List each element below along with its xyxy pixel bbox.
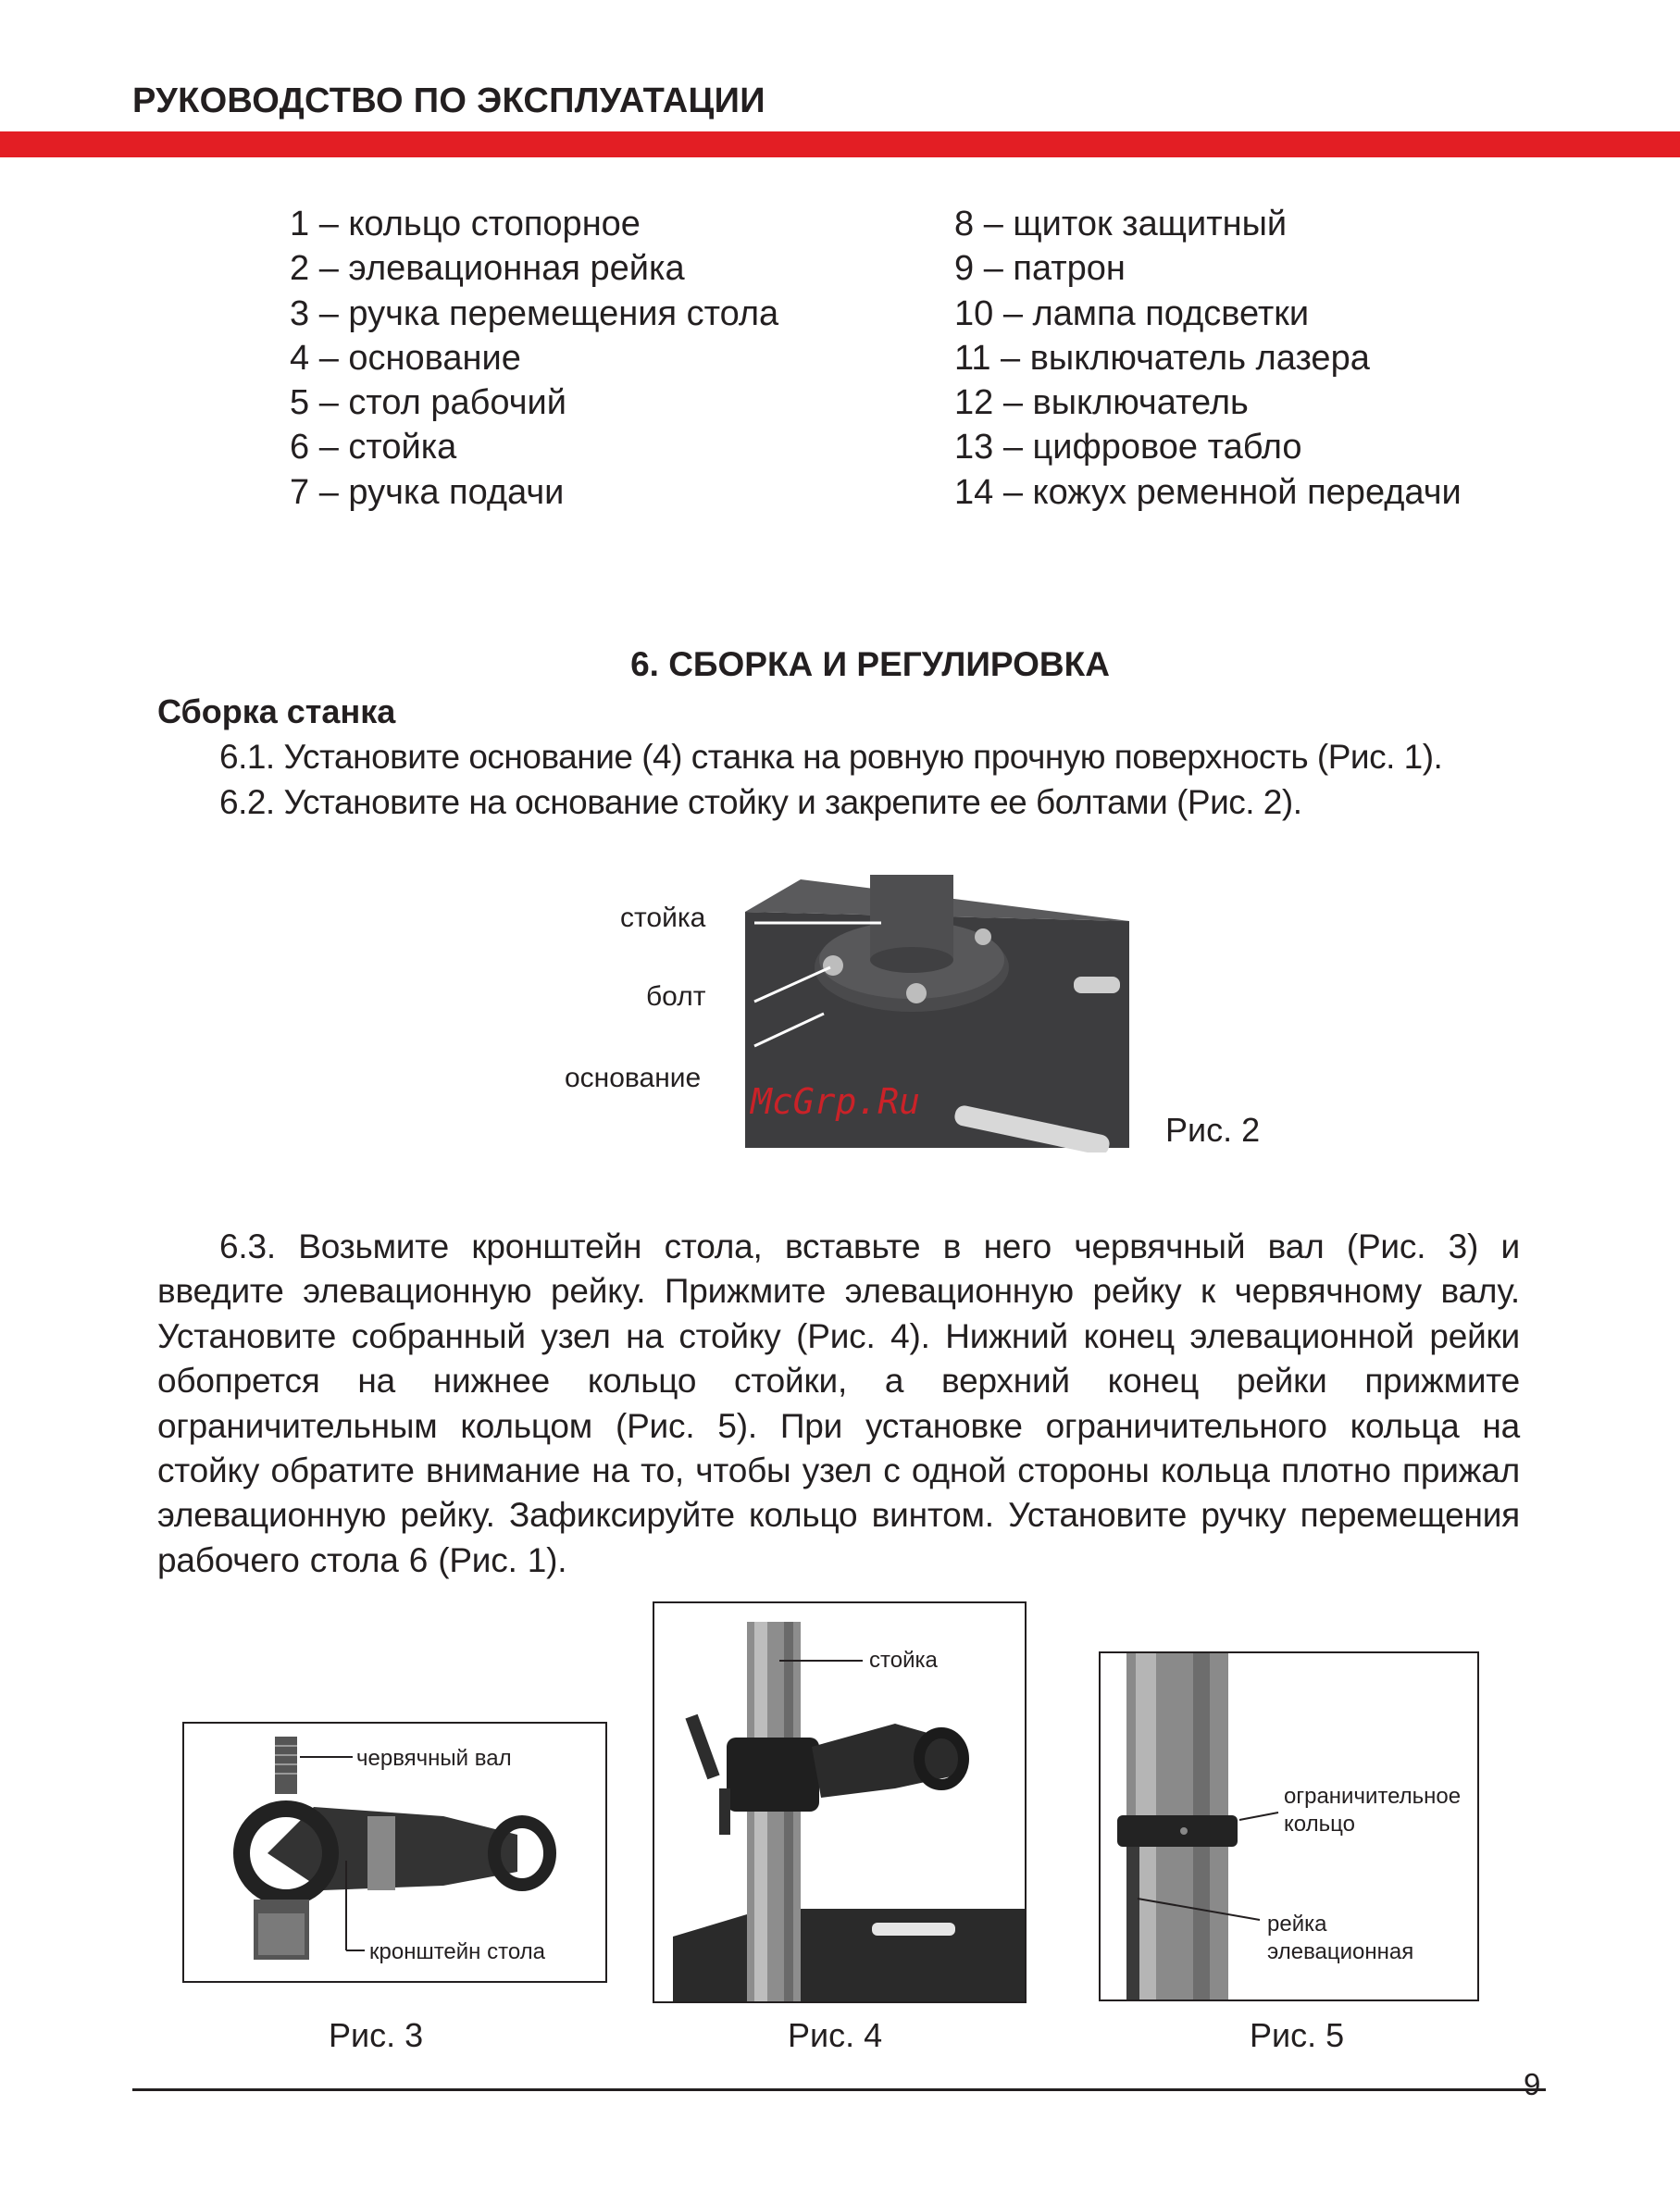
figure-4-caption: Рис. 4 — [788, 2016, 883, 2054]
figure-5 — [1099, 1651, 1479, 2001]
parts-list-item: 14 – кожух ременной передачи — [954, 472, 1462, 512]
header-red-band — [0, 131, 1680, 157]
step-6-3: 6.3. Возьмите кронштейн стола, вставьте в него червячный вал (Рис. 3) и введите элевационную рейку. Прижмите элевационную рейку к червячному валу. Установите собранный узел на стойку (Рис. 4). Нижний конец элевационной рейки обопрется на нижнее кольцо стойки, а верхний конец рейки прижмите ограничительным кольцом (Рис. 5). При установке ограничительного кольца на стойку обратите внимание на то, чтобы узел с одной стороны кольца плотно прижал элевационную рейку. Зафиксируйте кольцо винтом. Установите ручку перемещения рабочего стола 6 (Рис. 1). — [157, 1227, 1520, 1579]
parts-list-item: 12 – выключатель — [954, 383, 1249, 423]
page-header-title: РУКОВОДСТВО ПО ЭКСПЛУАТАЦИИ — [132, 81, 765, 120]
parts-list-item: 7 – ручка подачи — [290, 472, 565, 512]
figure-3-label-worm: червячный вал — [356, 1746, 512, 1771]
figure-4-photo — [654, 1603, 1025, 2001]
parts-list-right — [954, 202, 1462, 515]
figure-2-label-post: стойка — [620, 903, 706, 933]
step-6-2: 6.2. Установите на основание стойку и закрепите ее болтами (Рис. 2). — [219, 783, 1302, 821]
step-6-1: 6.1. Установите основание (4) станка на ровную прочную поверхность (Рис. 1). — [219, 738, 1443, 776]
figure-2-caption: Рис. 2 — [1165, 1111, 1261, 1149]
parts-list-item: 6 – стойка — [290, 428, 457, 467]
figure-5-label-ring: ограничительное кольцо — [1284, 1784, 1462, 1837]
parts-list-item: 9 – патрон — [954, 249, 1126, 289]
page-number: 9 — [1524, 2067, 1541, 2101]
figure-5-caption: Рис. 5 — [1250, 2016, 1345, 2054]
section-title: 6. СБОРКА И РЕГУЛИРОВКА — [630, 645, 1110, 683]
subsection-title: Сборка станка — [157, 692, 396, 730]
parts-list-item: 10 – лампа подсветки — [954, 293, 1310, 333]
figure-2-label-bolt: болт — [646, 981, 706, 1012]
parts-list-item: 13 – цифровое табло — [954, 428, 1302, 467]
parts-list-item: 8 – щиток защитный — [954, 205, 1288, 243]
figure-4-label-post: стойка — [869, 1648, 938, 1673]
watermark: McGrp.Ru — [751, 1081, 921, 1122]
figure-2-label-base: основание — [565, 1063, 702, 1093]
footer-rule — [132, 2088, 1546, 2091]
parts-list-item: 2 – элевационная рейка — [290, 249, 685, 289]
figure-3-caption: Рис. 3 — [329, 2016, 424, 2054]
parts-list-item: 5 – стол рабочий — [290, 383, 566, 423]
parts-list-item: 3 – ручка перемещения стола — [290, 293, 779, 333]
figure-5-label-rack: рейка элевационная — [1267, 1912, 1414, 1964]
figure-3 — [182, 1722, 607, 1983]
parts-list-item: 11 – выключатель лазера — [954, 338, 1370, 378]
figure-3-label-bracket: кронштейн стола — [369, 1939, 545, 1964]
parts-list-item: 1 – кольцо стопорное — [290, 205, 641, 243]
parts-list-left — [290, 202, 778, 515]
parts-list-item: 4 – основание — [290, 338, 521, 378]
figure-4 — [653, 1601, 1027, 2003]
